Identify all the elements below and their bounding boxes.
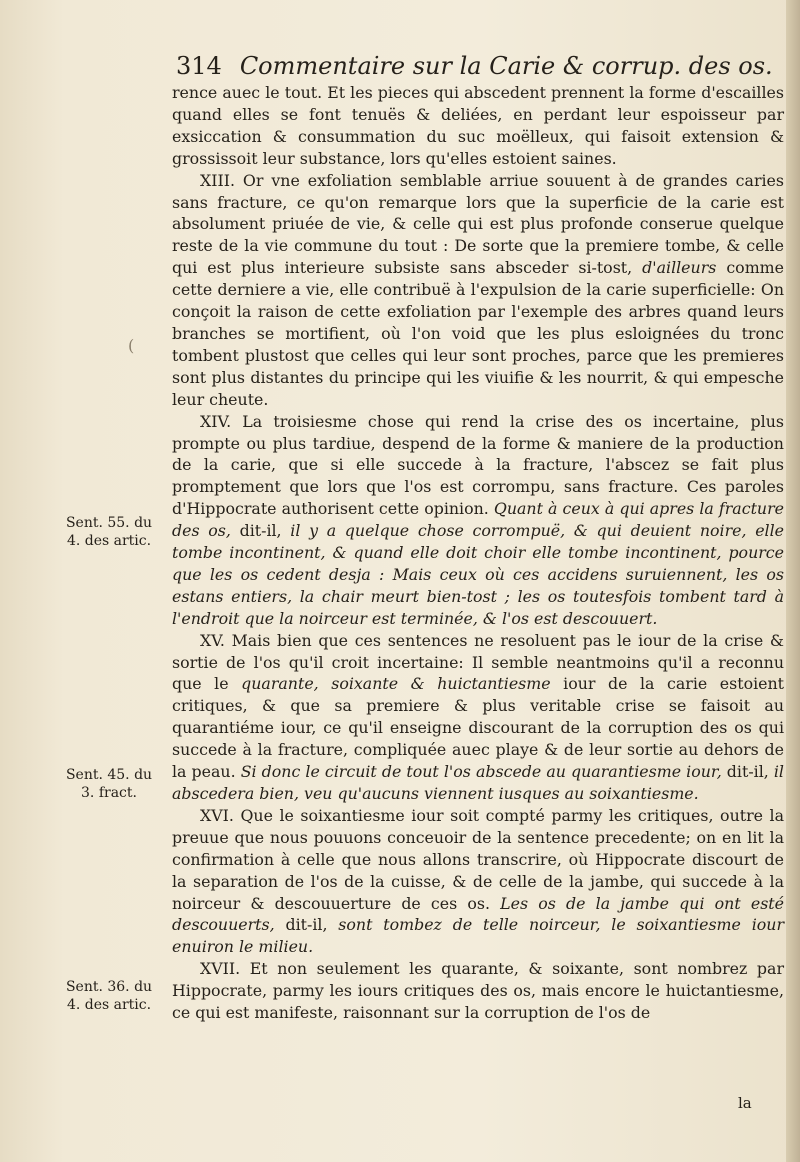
margin-note-line: 3. fract. — [81, 785, 137, 801]
paragraph-xiii — [172, 170, 784, 411]
running-title: Commentaire sur la Carie & corrup. des os. — [239, 52, 773, 80]
quotation: Si donc le circuit de tout l'os abscede au quarantiesme iour, — [240, 762, 722, 782]
text-run: XV. Mais bien que ces sentences ne resoluent pas le iour de la crise & sortie de l'os qu'il croit incertaine: Il semble neantmoins qu'il a reconnu que le — [172, 630, 784, 694]
margin-note-line: Sent. 55. du — [65, 515, 153, 531]
text-run: XIII. Or vne exfoliation semblable arriue souuent à de grandes caries sans fracture, ce qu'on remarque lors que la superficie de la carie est absolument priuée de vie, & celle qui est plus profonde conserue quelque reste de la vie commune du tout : De sorte que la premiere tombe, & celle qui est plus interieure subsiste sans absceder si-tost, — [172, 170, 784, 278]
margin-note — [54, 514, 164, 550]
text-run: XIV. La troisiesme chose qui rend la crise des os incertaine, plus prompte ou plus tardiue, despend de la forme & maniere de la production de la carie, que si elle succede à la fracture, l'abscez se fait plus promptement que lors que l'os est corrompu, sans fracture. Ces paroles d'Hippocrate authorisent cette opinion. — [172, 411, 784, 519]
text-run: dit-il, — [721, 762, 774, 782]
margin-note-line: Sent. 36. du — [65, 979, 153, 995]
page-number: 314 — [176, 52, 222, 80]
quotation: il y a quelque chose corrompuë, & qui deuient noire, elle tombe incontinent, & quand elle doit choir elle tombe incontinent, pource que les os cedent desja : Mais ceux où ces accidens suruiennent, les os estans entiers, la chair meurt bien-tost ; les os toutesfois tombent tard à l'endroit que la noirceur est terminée, & l'os est descouuert. — [172, 521, 784, 628]
margin-note-line: 4. des artic. — [66, 997, 152, 1013]
text-run: dit-il, — [230, 521, 291, 541]
margin-mark: ( — [128, 336, 135, 355]
text-run: comme cette derniere a vie, elle contribuë à l'expulsion de la carie superficielle: On conçoit la raison de cette exfoliation par l'exemple des arbres quand leurs branches se mortifient, où l'on void que les plus esloignées du tronc tombent plustost que celles qui leur sont proches, parce que les premieres sont plus distantes du principe qui les viuifie & les nourrit, & qui empesche leur cheute. — [172, 258, 784, 409]
italic-run: quarante, soixante & huictantiesme — [241, 674, 551, 694]
quotation: il abscedera bien, veu qu'aucuns viennent iusques au soixantiesme. — [172, 762, 784, 803]
text-run: XVI. Que le soixantiesme iour soit compté parmy les critiques, outre la preuue que nous pouuons conceuoir de la sentence precedente; on en lit la confirmation à celle que nous allons transcrire, où Hippocrate discourt de la separation de l'os de la cuisse, & de celle de la jambe, qui succede à la noirceur & descouuerture de ces os. — [172, 805, 784, 913]
text-run: rence auec le tout. Et les pieces qui abscedent prennent la forme d'escailles quand elles se font tenuës & deliées, en perdant leur espoisseur par exsiccation & consummation du suc moëlleux, qui faisoit extension & grossissoit leur substance, lors qu'elles estoient saines. — [172, 83, 784, 168]
paragraph-xvii — [172, 958, 784, 1024]
text-run: iour de la carie estoient critiques, & que sa premiere & plus veritable crise se faisoit au quarantiéme iour, ce qu'il enseigne discourant de la corruption des os qui succede à la fracture, compliquée auec playe & de leur sortie au dehors de la peau. — [172, 674, 785, 782]
text-run: XVII. Et non seulement les quarante, & soixante, sont nombrez par Hippocrate, parmy les iours critiques des os, mais encore le huictantiesme, ce qui est manifeste, raisonnant sur la corruption de l'os de — [172, 959, 784, 1023]
running-header — [176, 52, 773, 86]
paragraph-xv — [172, 630, 784, 805]
margin-note — [54, 978, 164, 1014]
paragraph-continuation — [172, 82, 784, 170]
quotation: Les os de la jambe qui ont esté descouuerts, — [172, 893, 784, 935]
margin-note-line: 4. des artic. — [66, 533, 152, 549]
paragraph-xiv — [172, 411, 784, 630]
italic-run: d'ailleurs — [642, 258, 717, 278]
paragraph-xvi — [172, 805, 784, 958]
quotation: sont tombez de telle noirceur, le soixantiesme iour enuiron le milieu. — [172, 915, 784, 957]
margin-note-line: Sent. 45. du — [65, 767, 153, 783]
margin-note — [54, 766, 164, 802]
body-text — [172, 82, 784, 1024]
page-binding-edge — [786, 0, 800, 1162]
text-run: dit-il, — [274, 915, 339, 935]
catchword: la — [738, 1094, 752, 1112]
quotation: Quant à ceux à qui apres la fracture des os, — [172, 499, 784, 541]
